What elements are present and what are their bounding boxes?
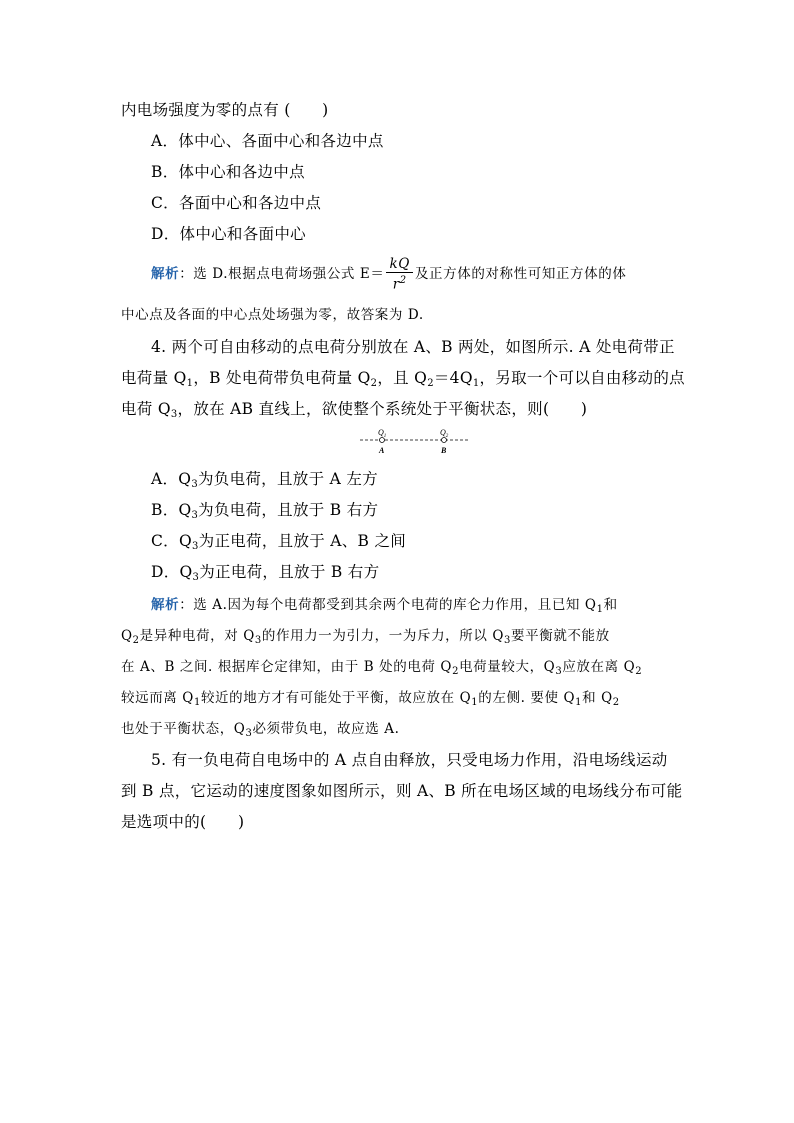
q4-stem-line-2: 电荷量 $Q_1$，B 处电荷带负电荷量 $Q_2$，且 $Q_2=4Q_1$，另取一个可以自由移动的点: [121, 369, 685, 389]
q5-stem-line-1: 5. 有一负电荷自电场中的 A 点自由释放，只受电场力作用，沿电场线运动: [151, 751, 668, 769]
point-b-label: B: [441, 446, 447, 455]
q4-analysis-line-3: 在 A、B 之间. 根据库仑定律知，由于 B 处的电荷 $Q_2$电荷量较大，$Q_3$应放在离 $Q_2$: [121, 659, 643, 677]
q2-label: $Q_2$: [440, 428, 449, 439]
q4-option-d: D．$Q_3$为正电荷，且放于 B 右方: [151, 563, 380, 583]
q5-stem-line-3: 是选项中的( ): [121, 813, 245, 831]
q4-analysis-line-2: $Q_2$是异种电荷，对 $Q_3$的作用力一为引力，一为斥力，所以 $Q_3$要平衡就不能放: [121, 628, 610, 646]
q4-stem-line-1: 4. 两个可自由移动的点电荷分别放在 A、B 两处，如图所示. A 处电荷带正: [151, 338, 675, 356]
q3-option-d: D．体中心和各面中心: [151, 225, 306, 243]
q4-option-b: B．$Q_3$为负电荷，且放于 B 右方: [151, 501, 379, 521]
q4-analysis-line-5: 也处于平衡状态，$Q_3$必须带负电，故应选 A.: [121, 721, 400, 739]
point-a-label: A: [379, 446, 385, 455]
q3-analysis-line-1: 解析：选 D.根据点电荷场强公式 E＝ $\frac{kQ}{r^2}$ 及正方体的对称性可知正方体的体: [151, 256, 627, 293]
q4-option-c: C．$Q_3$为正电荷，且放于 A、B 之间: [151, 532, 407, 552]
analysis-label: 解析: [151, 265, 180, 282]
q4-analysis-line-1: 解析：选 A.因为每个电荷都受到其余两个电荷的库仑力作用，且已知 $Q_1$和: [151, 597, 618, 615]
q5-stem-line-2: 到 B 点，它运动的速度图象如图所示，则 A、B 所在电场区域的电场线分布可能: [121, 782, 683, 800]
charges-line-figure: [360, 426, 470, 458]
q3-analysis-line-2: 中心点及各面的中心点处场强为零，故答案为 D.: [121, 307, 424, 323]
field-formula-fraction: $\frac{kQ}{r^2}$: [386, 256, 412, 293]
q4-analysis-line-4: 较远而离 $Q_1$较近的地方才有可能处于平衡，故应放在 $Q_1$的左侧. 要使 $Q_1$和 $Q_2$: [121, 690, 620, 708]
q1-label: $Q_1$: [378, 428, 387, 439]
q4-stem-line-3: 电荷 $Q_3$，放在 AB 直线上，欲使整个系统处于平衡状态，则( ): [121, 400, 588, 420]
q3-option-b: B．体中心和各边中点: [151, 163, 305, 181]
q3-option-c: C．各面中心和各边中点: [151, 194, 322, 212]
analysis-label: 解析: [151, 597, 180, 613]
q3-stem-tail: 内电场强度为零的点有 ( ): [121, 101, 329, 119]
q4-option-a: A．$Q_3$为负电荷，且放于 A 左方: [151, 470, 378, 490]
q3-option-a: A．体中心、各面中心和各边中点: [151, 132, 384, 150]
